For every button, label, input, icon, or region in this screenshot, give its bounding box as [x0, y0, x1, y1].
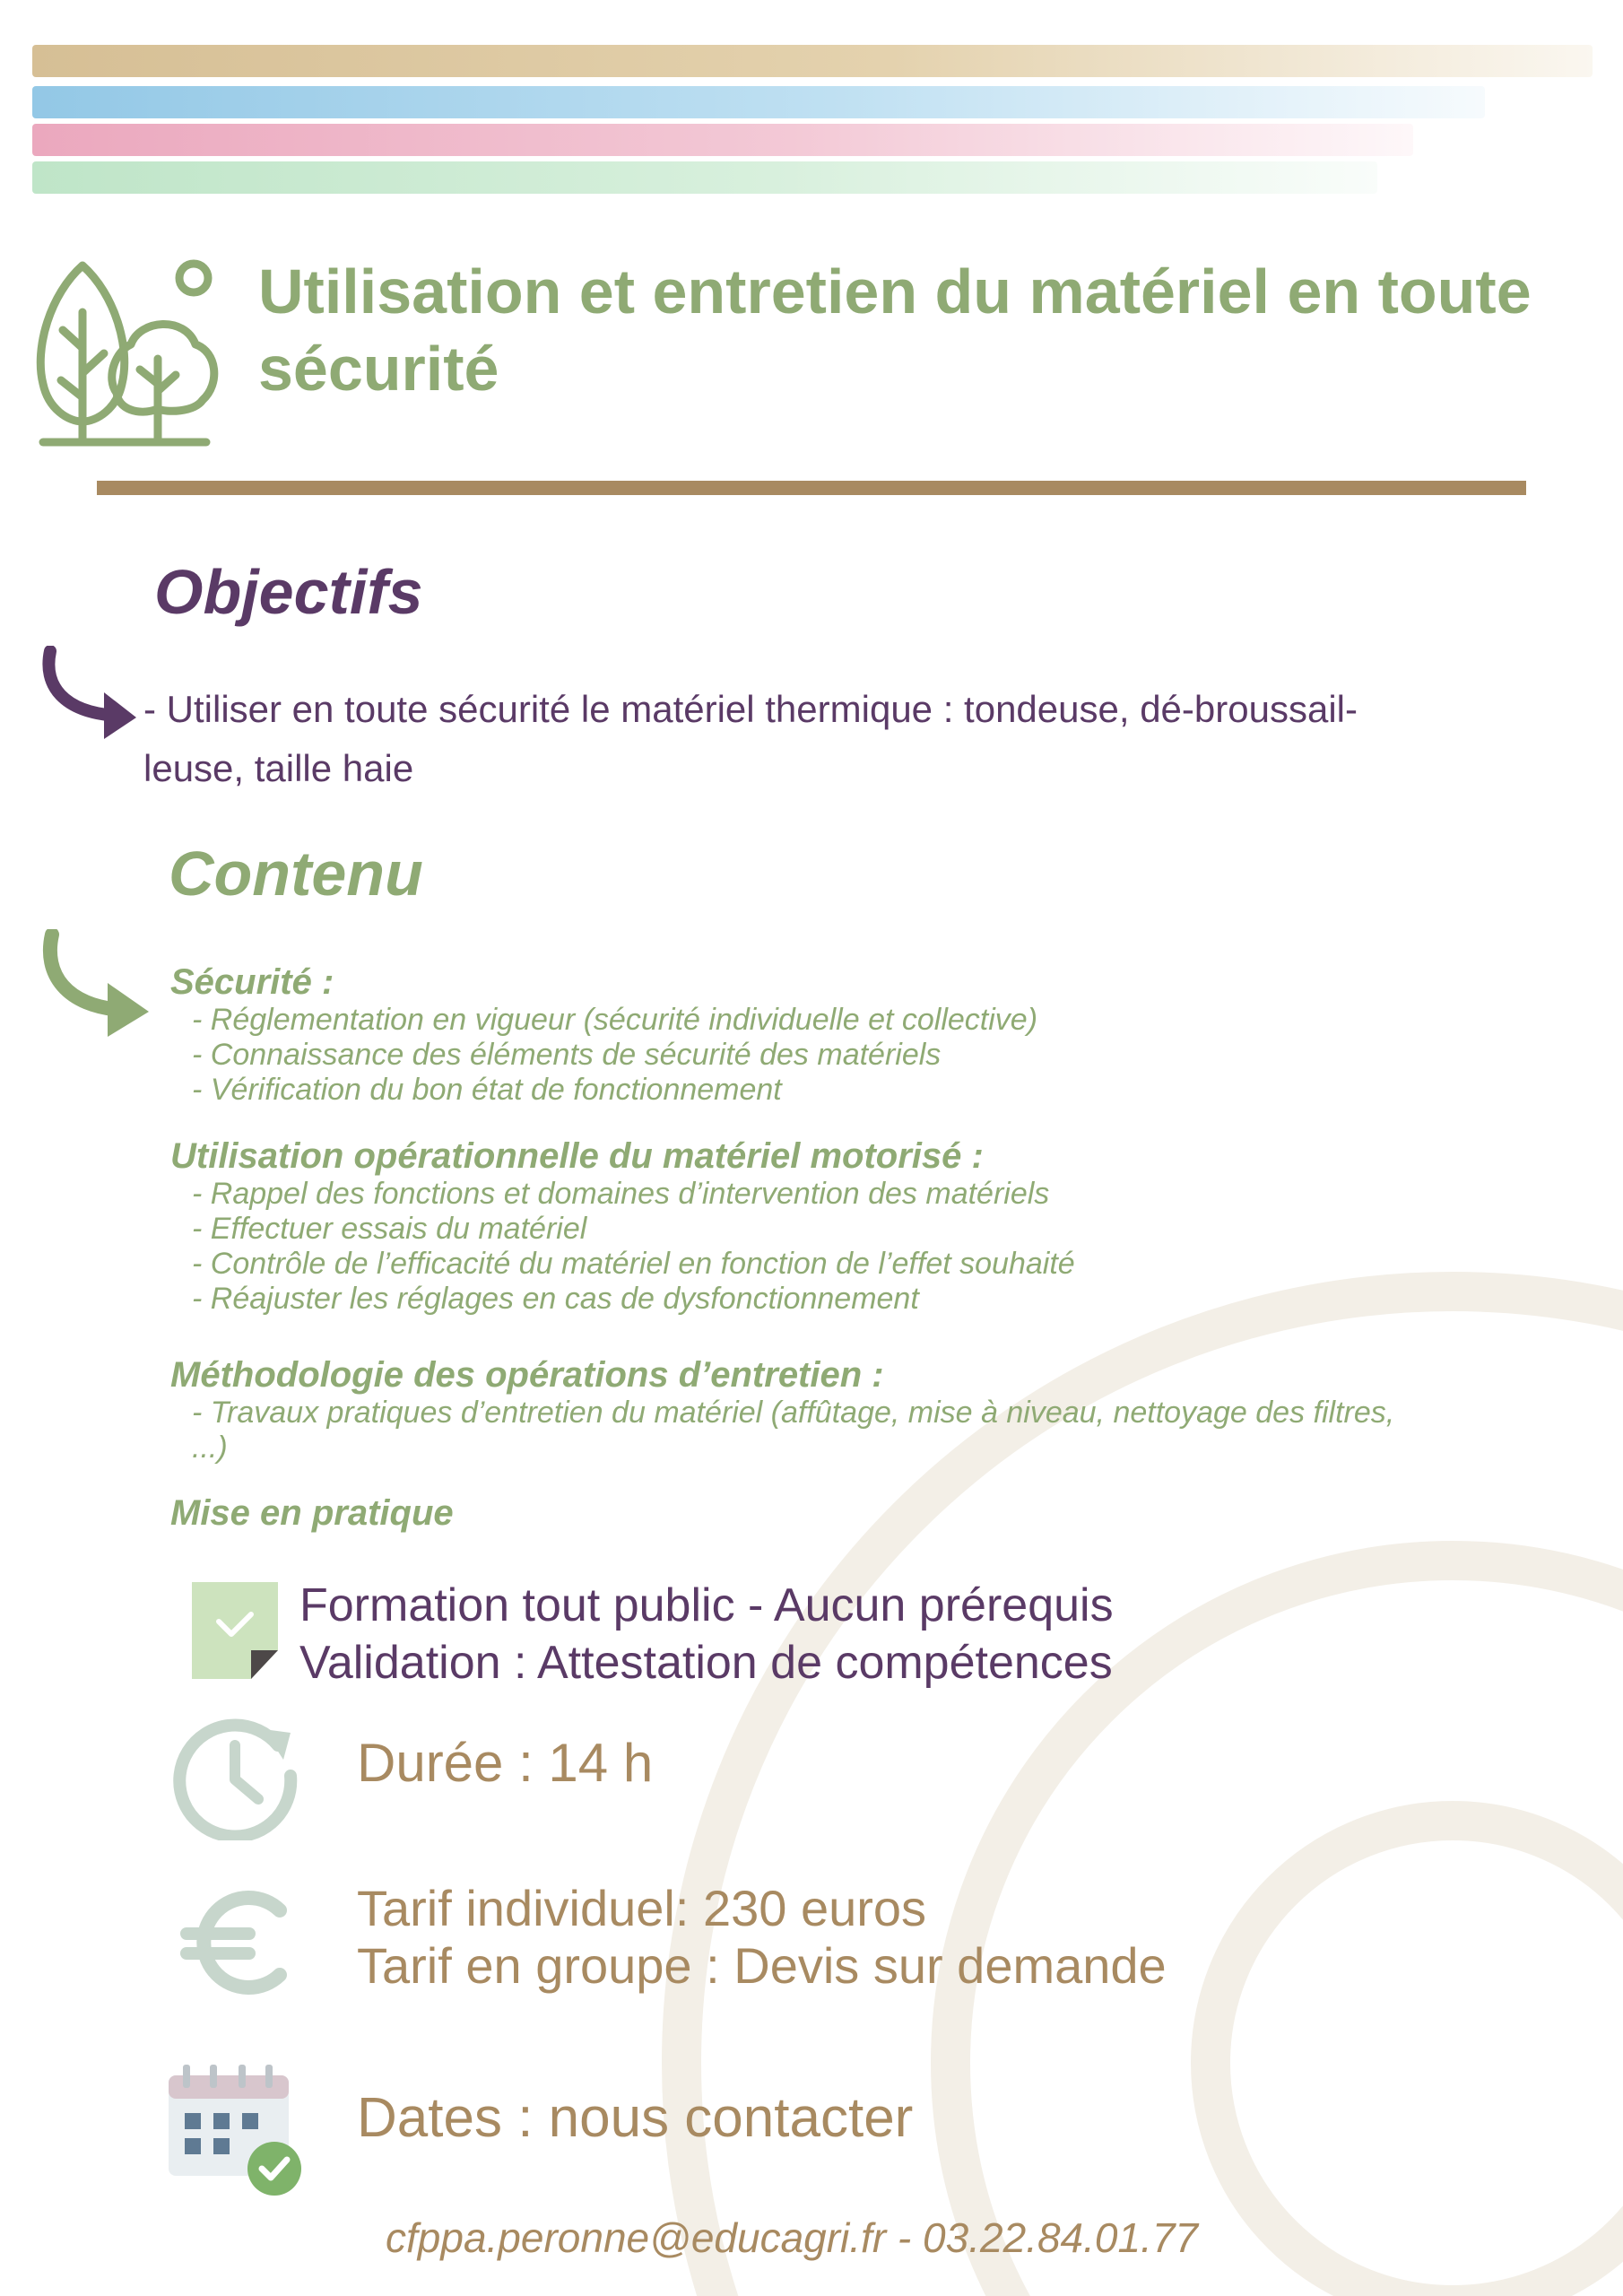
- contenu-item: - Travaux pratiques d’entretien du matériel (affûtage, mise à niveau, nettoyage des filtres,: [192, 1396, 1395, 1430]
- contact-line: [386, 2213, 1198, 2262]
- title-divider: [97, 481, 1526, 495]
- tarif-groupe: Tarif en groupe : Devis sur demande: [357, 1937, 1167, 1994]
- contenu-item: - Rappel des fonctions et domaines d’intervention des matériels: [192, 1177, 1050, 1211]
- header-stripe-tan: [32, 45, 1593, 77]
- formation-info: [299, 1577, 1114, 1692]
- contenu-block-title: Mise en pratique: [170, 1493, 454, 1533]
- contact-phone[interactable]: 03.22.84.01.77: [923, 2214, 1198, 2261]
- contenu-block-methodologie: [170, 1354, 1533, 1465]
- objectifs-heading: Objectifs: [154, 557, 423, 627]
- page-title-line-2: sécurité: [258, 334, 499, 404]
- curved-arrow-green-icon: [39, 929, 156, 1040]
- checked-document-icon: [192, 1582, 278, 1679]
- tarif-info: [357, 1880, 1167, 1995]
- contenu-block-title: Sécurité :: [170, 962, 334, 1002]
- contenu-block-title: Méthodologie des opérations d’entretien :: [170, 1355, 884, 1395]
- header-stripe-green: [32, 161, 1377, 194]
- page-title: [258, 253, 1549, 407]
- clock-icon: [170, 1709, 301, 1840]
- header-stripe-pink: [32, 124, 1413, 156]
- contenu-block-title: Utilisation opérationnelle du matériel motorisé :: [170, 1136, 984, 1176]
- public-text: Formation tout public - Aucun prérequis: [299, 1579, 1114, 1631]
- contenu-block-mise-en-pratique: [170, 1492, 1533, 1534]
- contenu-item: ...): [192, 1431, 228, 1465]
- euro-icon: [179, 1889, 292, 1996]
- curved-arrow-purple-icon: [39, 646, 147, 744]
- contenu-item: - Réglementation en vigueur (sécurité individuelle et collective): [192, 1003, 1038, 1037]
- dates-text: Dates : nous contacter: [357, 2087, 914, 2149]
- validation-text: Validation : Attestation de compétences: [299, 1637, 1113, 1689]
- tree-icon: [32, 258, 222, 448]
- objectif-line-2: leuse, taille haie: [143, 747, 414, 789]
- contenu-item: - Effectuer essais du matériel: [192, 1212, 587, 1246]
- contenu-item: - Connaissance des éléments de sécurité des matériels: [192, 1038, 942, 1072]
- header-stripe-blue: [32, 86, 1485, 118]
- contenu-block-utilisation: [170, 1135, 1533, 1317]
- contenu-item: - Vérification du bon état de fonctionnement: [192, 1073, 782, 1107]
- contenu-heading: Contenu: [169, 839, 423, 909]
- page-title-line-1: Utilisation et entretien du matériel en toute: [258, 257, 1532, 326]
- tarif-individuel: Tarif individuel: 230 euros: [357, 1880, 927, 1936]
- calendar-check-icon: [165, 2063, 307, 2197]
- contact-separator: -: [886, 2214, 924, 2261]
- contenu-item: - Contrôle de l’efficacité du matériel en fonction de l’effet souhaité: [192, 1247, 1075, 1281]
- objectif-item: [143, 680, 1524, 798]
- objectif-line-1: - Utiliser en toute sécurité le matériel thermique : tondeuse, dé-broussail-: [143, 688, 1358, 730]
- duree-text: Durée : 14 h: [357, 1733, 654, 1793]
- contenu-item: - Réajuster les réglages en cas de dysfonctionnement: [192, 1282, 919, 1316]
- contenu-block-securite: [170, 961, 1533, 1108]
- contact-email[interactable]: cfppa.peronne@educagri.fr: [386, 2214, 887, 2261]
